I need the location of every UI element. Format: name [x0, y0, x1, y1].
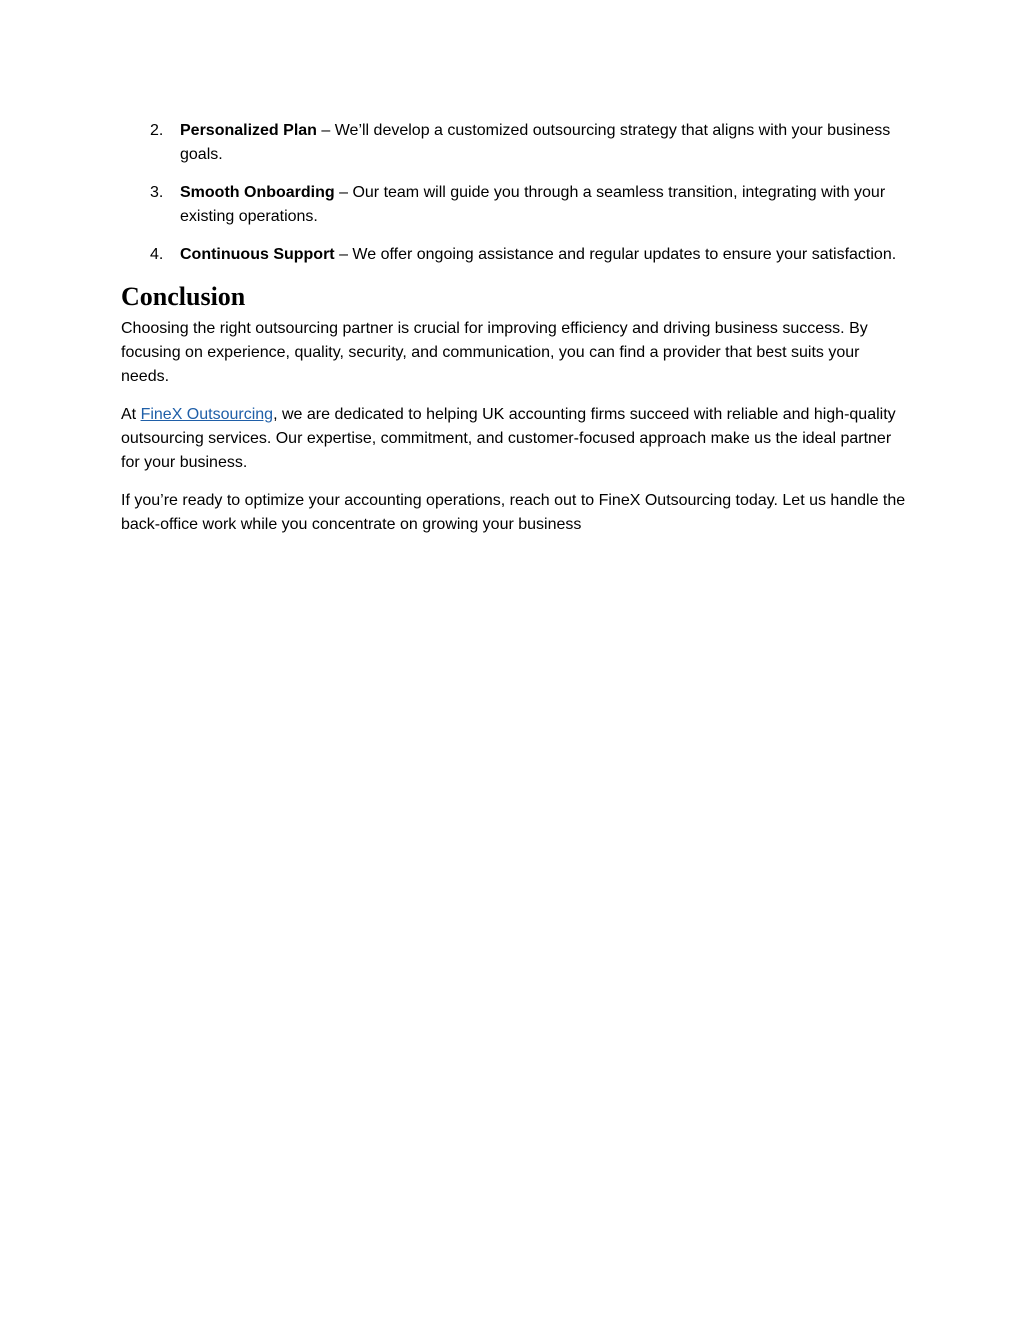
step-term: Continuous Support	[180, 246, 335, 263]
list-number: 3.	[150, 184, 164, 201]
step-term: Smooth Onboarding	[180, 184, 335, 201]
list-number: 2.	[150, 122, 164, 139]
steps-list	[121, 119, 911, 267]
conclusion-paragraph-3: If you’re ready to optimize your accounting operations, reach out to FineX Outsourcing today. Let us handle the back-office work while you concentrate on growing your business	[121, 492, 906, 533]
list-item	[121, 119, 911, 167]
conclusion-paragraph-1: Choosing the right outsourcing partner is crucial for improving efficiency and driving business success. By focusing on experience, quality, security, and communication, you can find a provider that best suits your needs.	[121, 320, 868, 385]
section-heading: Conclusion	[121, 282, 246, 311]
finex-outsourcing-link[interactable]: FineX Outsourcing	[140, 406, 274, 423]
step-text: – We offer ongoing assistance and regular updates to ensure your satisfaction.	[334, 246, 897, 263]
step-term: Personalized Plan	[180, 122, 317, 139]
conclusion-paragraph-2	[121, 403, 911, 475]
list-item	[121, 243, 911, 267]
paragraph-suffix: , we are dedicated to helping UK accounting firms succeed with reliable and high-quality outsourcing services. Our expertise, commitment, and customer-focused approach make us the ideal partner for your business.	[121, 406, 896, 471]
list-number: 4.	[150, 246, 164, 263]
paragraph-prefix: At	[121, 406, 141, 423]
step-text: – Our team will guide you through a seamless transition, integrating with your existing operations.	[180, 184, 886, 225]
list-item	[121, 181, 911, 229]
step-text: – We’ll develop a customized outsourcing strategy that aligns with your business goals.	[180, 122, 891, 163]
document-page	[121, 119, 911, 551]
